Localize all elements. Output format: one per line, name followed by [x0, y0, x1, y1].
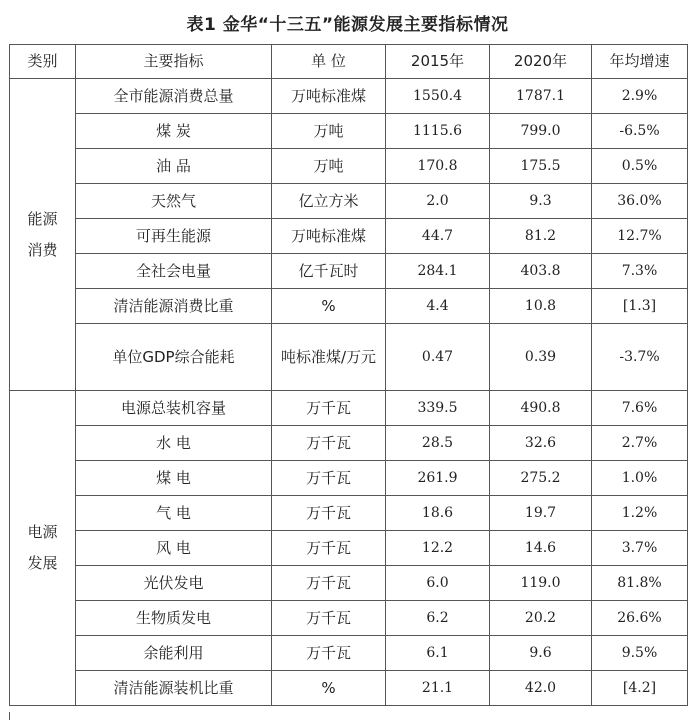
value-2015-cell: 0.47 — [386, 324, 490, 391]
header-2015: 2015年 — [386, 45, 490, 79]
growth-cell: 7.3% — [592, 254, 688, 289]
value-2020-cell: 175.5 — [490, 149, 592, 184]
indicator-cell: 全社会电量 — [76, 254, 272, 289]
unit-cell: 万吨标准煤 — [272, 219, 386, 254]
value-2020-cell: 9.3 — [490, 184, 592, 219]
growth-cell: 2.9% — [592, 79, 688, 114]
table-row — [10, 324, 688, 391]
header-row — [10, 45, 688, 79]
indicator-cell: 余能利用 — [76, 636, 272, 671]
unit-cell: % — [272, 671, 386, 706]
growth-cell: [4.2] — [592, 671, 688, 706]
indicator-cell: 油 品 — [76, 149, 272, 184]
indicator-cell: 电源总装机容量 — [76, 391, 272, 426]
value-2015-cell: 261.9 — [386, 461, 490, 496]
growth-cell: [1.3] — [592, 289, 688, 324]
unit-cell: 万千瓦 — [272, 636, 386, 671]
value-2015-cell: 339.5 — [386, 391, 490, 426]
indicator-cell: 气 电 — [76, 496, 272, 531]
growth-cell: -6.5% — [592, 114, 688, 149]
indicator-cell: 水 电 — [76, 426, 272, 461]
value-2015-cell: 18.6 — [386, 496, 490, 531]
growth-cell: 36.0% — [592, 184, 688, 219]
value-2020-cell: 10.8 — [490, 289, 592, 324]
category-cell: 电源 发展 — [10, 391, 76, 706]
indicator-cell: 生物质发电 — [76, 601, 272, 636]
unit-cell: 万吨 — [272, 114, 386, 149]
table-row — [10, 79, 688, 114]
category-cell: 能源 消费 — [10, 79, 76, 391]
indicator-cell: 天然气 — [76, 184, 272, 219]
value-2015-cell: 6.0 — [386, 566, 490, 601]
table-row — [10, 426, 688, 461]
table-row — [10, 184, 688, 219]
value-2020-cell: 20.2 — [490, 601, 592, 636]
value-2015-cell: 1115.6 — [386, 114, 490, 149]
unit-cell: 万千瓦 — [272, 426, 386, 461]
table-row — [10, 531, 688, 566]
table-row — [10, 566, 688, 601]
indicator-cell: 清洁能源消费比重 — [76, 289, 272, 324]
growth-cell: 0.5% — [592, 149, 688, 184]
table-row — [10, 636, 688, 671]
value-2020-cell: 32.6 — [490, 426, 592, 461]
unit-text: 吨标准煤/万元 — [280, 347, 377, 366]
growth-cell: 81.8% — [592, 566, 688, 601]
growth-cell: 3.7% — [592, 531, 688, 566]
header-indicator: 主要指标 — [76, 45, 272, 79]
indicator-cell: 全市能源消费总量 — [76, 79, 272, 114]
value-2015-cell: 284.1 — [386, 254, 490, 289]
unit-cell: 万千瓦 — [272, 391, 386, 426]
value-2020-cell: 490.8 — [490, 391, 592, 426]
table-row — [10, 671, 688, 706]
header-2020: 2020年 — [490, 45, 592, 79]
table-row — [10, 219, 688, 254]
value-2020-cell: 403.8 — [490, 254, 592, 289]
indicator-cell: 可再生能源 — [76, 219, 272, 254]
growth-cell: 1.2% — [592, 496, 688, 531]
value-2020-cell: 1787.1 — [490, 79, 592, 114]
indicator-cell: 光伏发电 — [76, 566, 272, 601]
unit-cell: % — [272, 289, 386, 324]
indicator-cell: 风 电 — [76, 531, 272, 566]
value-2020-cell: 9.6 — [490, 636, 592, 671]
growth-cell: 2.7% — [592, 426, 688, 461]
table-row — [10, 601, 688, 636]
table-row — [10, 114, 688, 149]
value-2020-cell: 42.0 — [490, 671, 592, 706]
value-2020-cell: 14.6 — [490, 531, 592, 566]
unit-cell: 万吨标准煤 — [272, 79, 386, 114]
value-2015-cell: 21.1 — [386, 671, 490, 706]
table-row — [10, 254, 688, 289]
unit-cell: 亿千瓦时 — [272, 254, 386, 289]
value-2015-cell: 1550.4 — [386, 79, 490, 114]
value-2020-cell: 275.2 — [490, 461, 592, 496]
value-2020-cell: 0.39 — [490, 324, 592, 391]
value-2020-cell: 119.0 — [490, 566, 592, 601]
indicator-cell: 清洁能源装机比重 — [76, 671, 272, 706]
unit-cell: 万千瓦 — [272, 461, 386, 496]
header-category: 类别 — [10, 45, 76, 79]
header-unit: 单 位 — [272, 45, 386, 79]
value-2015-cell: 12.2 — [386, 531, 490, 566]
growth-cell: 26.6% — [592, 601, 688, 636]
unit-cell — [272, 324, 386, 391]
value-2015-cell: 28.5 — [386, 426, 490, 461]
growth-cell: -3.7% — [592, 324, 688, 391]
value-2015-cell: 4.4 — [386, 289, 490, 324]
indicator-cell: 单位GDP综合能耗 — [76, 324, 272, 391]
table-row — [10, 461, 688, 496]
unit-cell: 亿立方米 — [272, 184, 386, 219]
growth-cell: 9.5% — [592, 636, 688, 671]
growth-cell: 12.7% — [592, 219, 688, 254]
indicator-cell: 煤 炭 — [76, 114, 272, 149]
growth-cell: 1.0% — [592, 461, 688, 496]
value-2015-cell: 44.7 — [386, 219, 490, 254]
table-row — [10, 149, 688, 184]
table-row — [10, 289, 688, 324]
value-2020-cell: 19.7 — [490, 496, 592, 531]
table-row — [10, 391, 688, 426]
table-row — [10, 496, 688, 531]
energy-indicators-table — [9, 44, 688, 706]
value-2015-cell: 170.8 — [386, 149, 490, 184]
value-2015-cell: 2.0 — [386, 184, 490, 219]
unit-cell: 万吨 — [272, 149, 386, 184]
indicator-cell: 煤 电 — [76, 461, 272, 496]
table-title: 表1 金华“十三五”能源发展主要指标情况 — [186, 15, 509, 35]
value-2015-cell: 6.1 — [386, 636, 490, 671]
header-growth: 年均增速 — [592, 45, 688, 79]
value-2020-cell: 799.0 — [490, 114, 592, 149]
value-2020-cell: 81.2 — [490, 219, 592, 254]
unit-cell: 万千瓦 — [272, 531, 386, 566]
unit-cell: 万千瓦 — [272, 566, 386, 601]
value-2015-cell: 6.2 — [386, 601, 490, 636]
unit-cell: 万千瓦 — [272, 601, 386, 636]
growth-cell: 7.6% — [592, 391, 688, 426]
unit-cell: 万千瓦 — [272, 496, 386, 531]
